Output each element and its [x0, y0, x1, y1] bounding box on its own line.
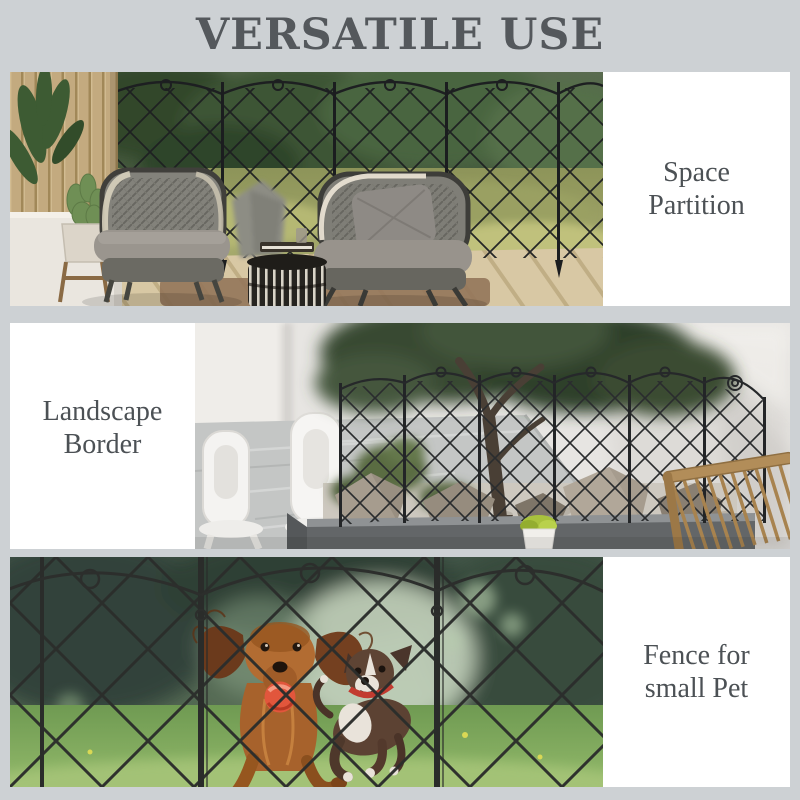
label-line-1: Space	[663, 156, 730, 188]
label-line-1: Fence for	[643, 639, 750, 671]
photo-landscape-border	[195, 323, 790, 549]
fence-enclosure	[339, 368, 766, 528]
label-fence-small-pet	[643, 639, 750, 705]
rope-chair-right	[314, 174, 472, 306]
foreground-fence	[10, 557, 603, 787]
label-line-1: Landscape	[42, 395, 163, 427]
glass	[296, 228, 307, 243]
label-panel-landscape-border	[10, 323, 195, 549]
label-line-2: small Pet	[644, 673, 749, 704]
page-title: VERSATILE USE	[195, 10, 605, 60]
pet-fence-scene	[10, 557, 603, 787]
label-line-2: Border	[63, 429, 142, 460]
photo-fence-small-pet	[10, 557, 603, 787]
label-space-partition	[648, 156, 744, 222]
patio-partition-scene	[10, 72, 603, 306]
label-landscape-border	[43, 395, 163, 461]
label-panel-space-partition	[603, 72, 790, 306]
landscape-border-scene	[195, 323, 790, 549]
photo-space-partition	[10, 72, 603, 306]
label-panel-fence-small-pet	[603, 557, 790, 787]
label-line-2: Partition	[648, 190, 745, 221]
